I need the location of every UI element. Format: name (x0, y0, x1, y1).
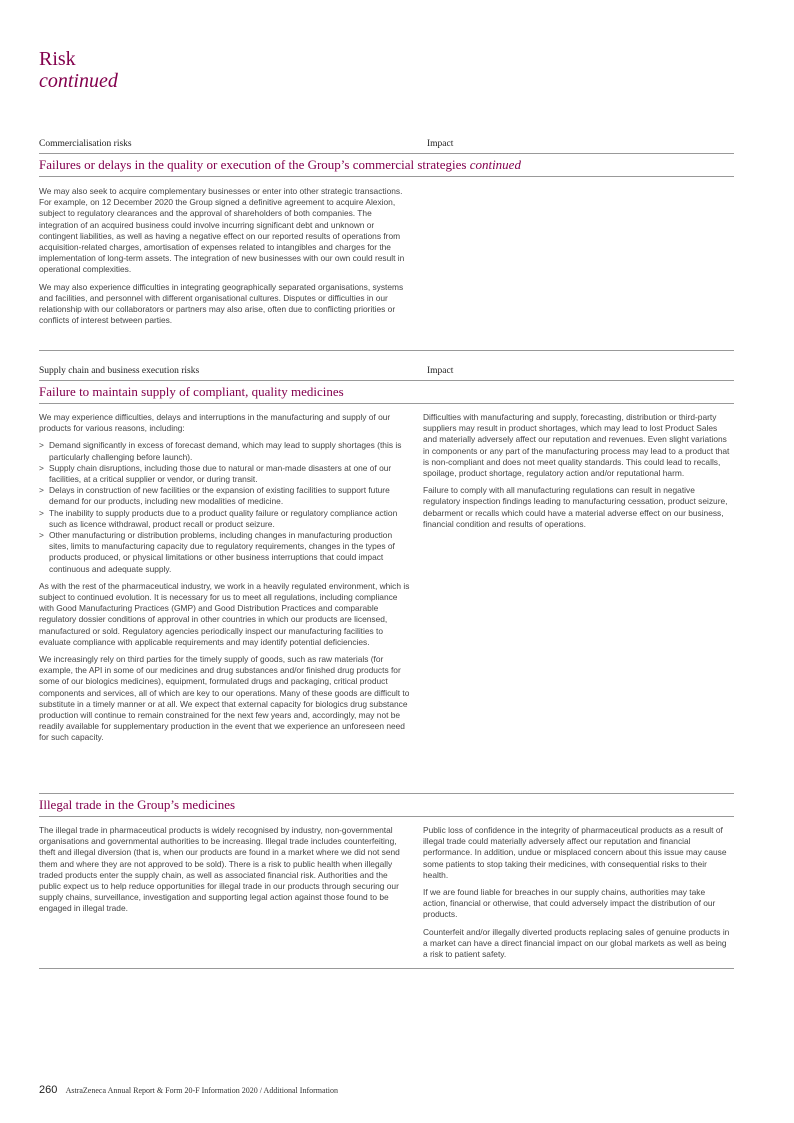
risk-description (39, 412, 411, 750)
paragraph: Public loss of confidence in the integrity of pharmaceutical products as a result of illegal trade could materially adversely affect our reputation and financial performance. In addition, undue or misplaced concern about this issue may cause some patients to stop taking their medicines, with consequential risks to their health. (423, 825, 727, 880)
paragraph: As with the rest of the pharmaceutical industry, we work in a heavily regulated environment, which is subject to continued evolution. It is necessary for us to meet all regulations, including compliance with Good Manufacturing Practices (GMP) and Good Distribution Practices and comparable regulatory dossier conditions of approval in other countries in which our products are licensed, manufactured or sold. Regulatory agencies periodically inspect our manufacturing facilities to evaluate compliance with applicable requirements and may identify potential deficiencies. (39, 580, 410, 647)
paragraph: The illegal trade in pharmaceutical products is widely recognised by industry, non-governmental organisations and governmental authorities to be increasing. Illegal trade includes counterfeiting, theft and illegal diversion (that is, when our products are found in a market where we did not send them and where they are not approved to be sold). There is a risk to public health when illegally traded products enter the supply chain, as well as associated financial risk. Authorities and the public expect us to help reduce opportunities for illegal trade in our products through securing our supply chains, surveillance, investigation and supporting legal action against those found to be engaged in illegal trade. (39, 825, 400, 914)
page-subtitle: continued (39, 70, 118, 92)
risk-heading-text: Failures or delays in the quality or execution of the Group’s commercial strategies (39, 157, 467, 172)
list-item: > The inability to supply products due to a product quality failure or regulatory compliance action such as licence withdrawal, product recall or product seizure. (39, 508, 411, 530)
risk-heading: Failure to maintain supply of compliant, quality medicines (39, 384, 344, 399)
risk-description (39, 186, 411, 332)
divider (39, 968, 734, 969)
section-illegal-trade (39, 793, 734, 969)
list-item: > Supply chain disruptions, including those due to natural or man-made disasters at one of our facilities, at a critical supplier or vendor, or during transit. (39, 463, 411, 485)
risk-description (39, 825, 411, 921)
risk-heading: Illegal trade in the Group’s medicines (39, 797, 236, 812)
list-item: > Demand significantly in excess of forecast demand, which may lead to supply shortages (this is particularly challenging before launch). (39, 440, 411, 462)
paragraph: We may also experience difficulties in integrating geographically separated organisations, systems and facilities, and personnel with different organisational cultures. Disputes or difficulties in our relationship with our collaborators or partners may also arise, often due to conflicting priorities or conflicts of interest between parties. (39, 281, 404, 326)
paragraph: Failure to comply with all manufacturing regulations can result in negative regulatory inspection findings leading to manufacturing cessation, product seizure, debarment or recalls which could have a material adverse effect on our business, financial condition and results of operations. (423, 485, 728, 529)
page-footer (39, 1084, 338, 1096)
footer-source: AstraZeneca Annual Report & Form 20-F Information 2020 / Additional Information (65, 1086, 338, 1095)
column-header-risk: Supply chain and business execution risks (39, 366, 200, 376)
risk-heading-suffix: continued (469, 157, 521, 172)
column-header-risk: Commercialisation risks (39, 139, 132, 149)
paragraph: We increasingly rely on third parties for the timely supply of goods, such as raw materials (for example, the API in some of our medicines and drug substances and/or finished drug products for some of our biologics medicines), equipment, formulated drugs and packaging, critical product components and services, all of which are key to our operations. Many of these goods are difficult to substitute in a timely manner or at all. We expect that external capacity for biologics drug substance production will continue to remain constrained for the next few years and, accordingly, may not be readily available for supplementary production in the event that we experience an unforeseen need for such capacity. (39, 654, 410, 743)
impact-description (423, 412, 730, 536)
page-title-block (39, 48, 118, 92)
divider (39, 350, 734, 351)
page-number: 260 (39, 1084, 58, 1096)
column-header-row (39, 139, 734, 153)
paragraph: We may experience difficulties, delays and interruptions in the manufacturing and supply of our products for various reasons, including: (39, 412, 391, 434)
paragraph: We may also seek to acquire complementary businesses or enter into other strategic transactions. For example, on 12 December 2020 the Group signed a definitive agreement to acquire Alexion, subject to regulatory clearances and the approval of shareholders of both companies. The integration of an acquired business could involve incurring significant debt and unknown or contingent liabilities, as well as having a negative effect on our reported results of operations from acquisition-related charges, amortisation of expenses related to intangibles and charges for the implementation of long-term assets. The integration of new businesses with our own could result in operational complexities. (39, 186, 405, 275)
risk-heading (39, 154, 734, 176)
column-header-impact: Impact (427, 366, 454, 376)
list-item: > Other manufacturing or distribution problems, including changes in manufacturing production sites, limits to manufacturing capacity due to regulatory requirements, changes in the types of products produced, or physical limitations or other business interruptions that could impact continuous and adequate supply. (39, 530, 411, 575)
paragraph: Counterfeit and/or illegally diverted products replacing sales of genuine products in a market can have a direct financial impact on our global markets as well as being a risk to patient safety. (423, 926, 730, 960)
column-header-row (39, 366, 734, 380)
impact-description (423, 825, 730, 966)
bullet-list (39, 440, 411, 574)
section-supply-chain-risks (39, 366, 734, 750)
section-commercialisation-risks (39, 139, 734, 351)
page-title: Risk (39, 48, 76, 70)
paragraph: Difficulties with manufacturing and supply, forecasting, distribution or third-party suppliers may result in product shortages, which may lead to lost Product Sales and materially adversely affect our reputation and revenues. Even slight variations in components or any part of the manufacturing process may lead to a product that is non-compliant and does not meet quality standards. This could lead to recalls, spoilage, product shortage, regulatory action and/or reputational harm. (423, 412, 730, 479)
column-header-impact: Impact (427, 139, 454, 149)
paragraph: If we are found liable for breaches in our supply chains, authorities may take action, financial or otherwise, that could adversely impact the distribution of our products. (423, 887, 716, 920)
list-item: > Delays in construction of new facilities or the expansion of existing facilities to support future demand for our products, including new modalities of medicine. (39, 485, 411, 507)
